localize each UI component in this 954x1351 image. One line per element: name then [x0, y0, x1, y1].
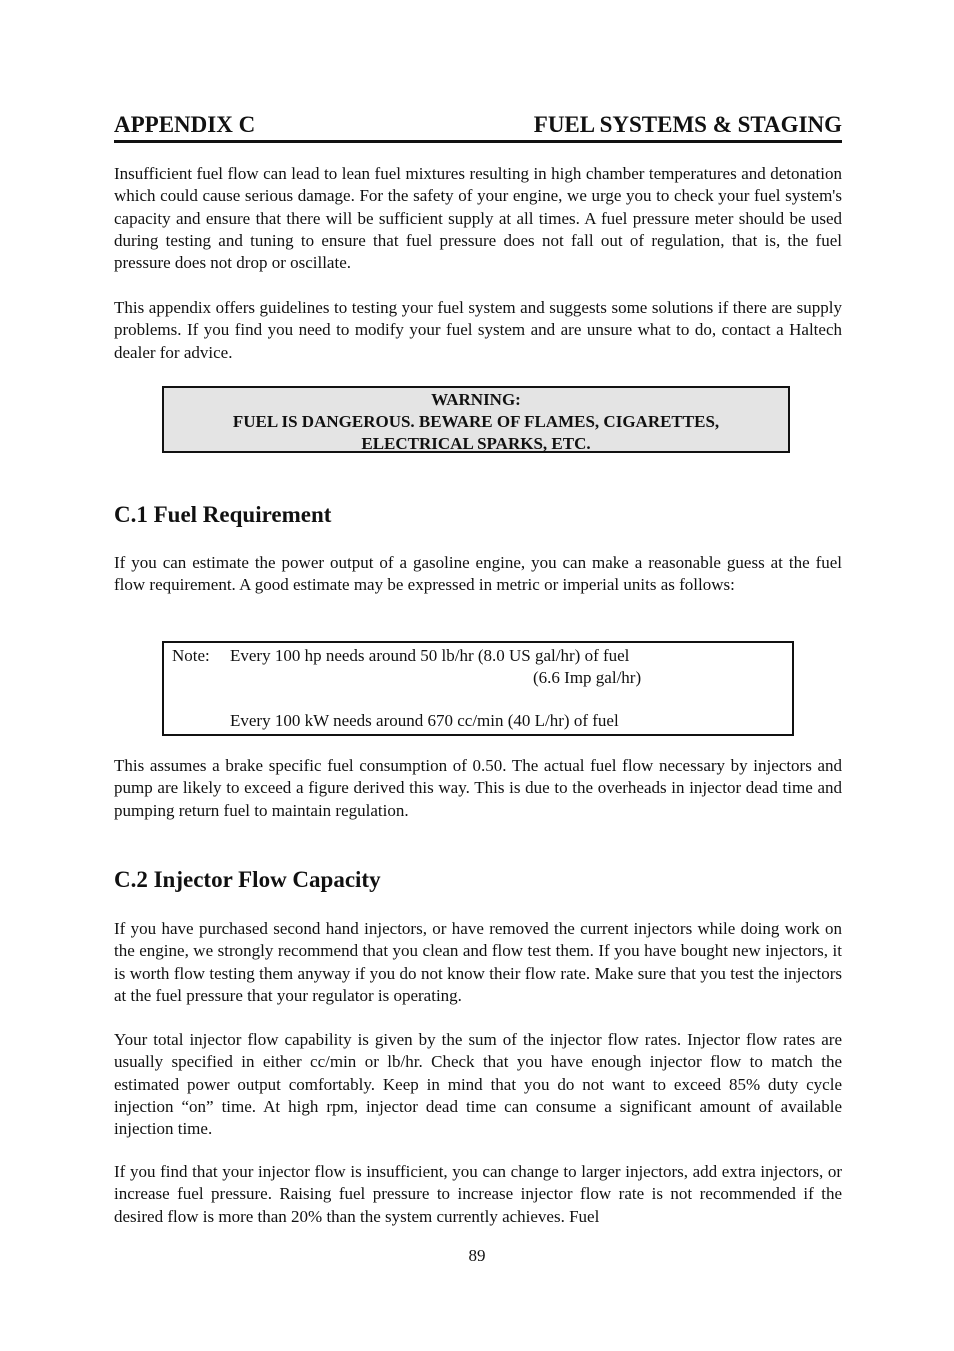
warning-line: FUEL IS DANGEROUS. BEWARE OF FLAMES, CIGARETTES,	[232, 412, 720, 431]
fuel-requirement-paragraph: If you can estimate the power output of a gasoline engine, you can make a reasonable guess at the fuel flow requirement. A good estimate may be expressed in metric or imperial units as follows:	[114, 553, 842, 595]
injector-paragraph-1: If you have purchased second hand injectors, or have removed the current injectors while doing work on the engine, we strongly recommend that you clean and flow test them. If you have bought new injectors, it is worth flow testing them anyway if you do not know their flow rate. Make sure that you test the injectors at the fuel pressure that your regulator is operating.	[114, 919, 842, 1005]
note-line-hp: Every 100 hp needs around 50 lb/hr (8.0 US gal/hr) of fuel	[230, 646, 630, 665]
note-line-kw: Every 100 kW needs around 670 cc/min (40 L/hr) of fuel	[230, 711, 619, 730]
injector-paragraph-2: Your total injector flow capability is given by the sum of the injector flow rates. Injector flow rates are usually specified in either cc/min or lb/hr. Check that you have enough injector flow to match the estimated power output comfortably. Keep in mind that you do not want to exceed 85% duty cycle injection “on” time. At high rpm, injector dead time can consume a significant amount of available injection time.	[114, 1030, 842, 1139]
note-box	[162, 641, 794, 736]
page-header	[114, 112, 842, 143]
intro-paragraph-1: Insufficient fuel flow can lead to lean fuel mixtures resulting in high chamber temperatures and detonation which could cause serious damage. For the safety of your engine, we urge you to check your fuel system's capacity and ensure that there will be sufficient supply at all times. A fuel pressure meter should be used during testing and tuning to ensure that fuel pressure does not fall out of regulation, that is, the fuel pressure does not drop or oscillate.	[114, 164, 842, 273]
intro-paragraph-2: This appendix offers guidelines to testing your fuel system and suggests some solutions if there are supply problems. If you find you need to modify your fuel system and are unsure what to do, contact a Haltech dealer for advice.	[114, 298, 842, 362]
page-number: 89	[468, 1246, 486, 1265]
warning-line: ELECTRICAL SPARKS, ETC.	[361, 434, 591, 453]
appendix-title: FUEL SYSTEMS & STAGING	[533, 112, 842, 137]
note-line-imp: (6.6 Imp gal/hr)	[533, 668, 642, 687]
appendix-label: APPENDIX C	[114, 112, 256, 137]
injector-paragraph-3: If you find that your injector flow is insufficient, you can change to larger injectors, add extra injectors, or increase fuel pressure. Raising fuel pressure to increase injector flow rate is not recommended if the desired flow is more than 20% than the system currently achieves. Fuel	[114, 1162, 842, 1226]
warning-box	[162, 386, 790, 453]
note-label: Note:	[172, 646, 210, 665]
section-heading-injector-flow: C.2 Injector Flow Capacity	[114, 867, 381, 892]
bsfc-paragraph: This assumes a brake specific fuel consumption of 0.50. The actual fuel flow necessary by injectors and pump are likely to exceed a figure derived this way. This is due to the overheads in injector dead time and pumping return fuel to maintain regulation.	[114, 756, 842, 820]
section-heading-fuel-requirement: C.1 Fuel Requirement	[114, 502, 332, 527]
warning-heading: WARNING:	[431, 390, 521, 409]
